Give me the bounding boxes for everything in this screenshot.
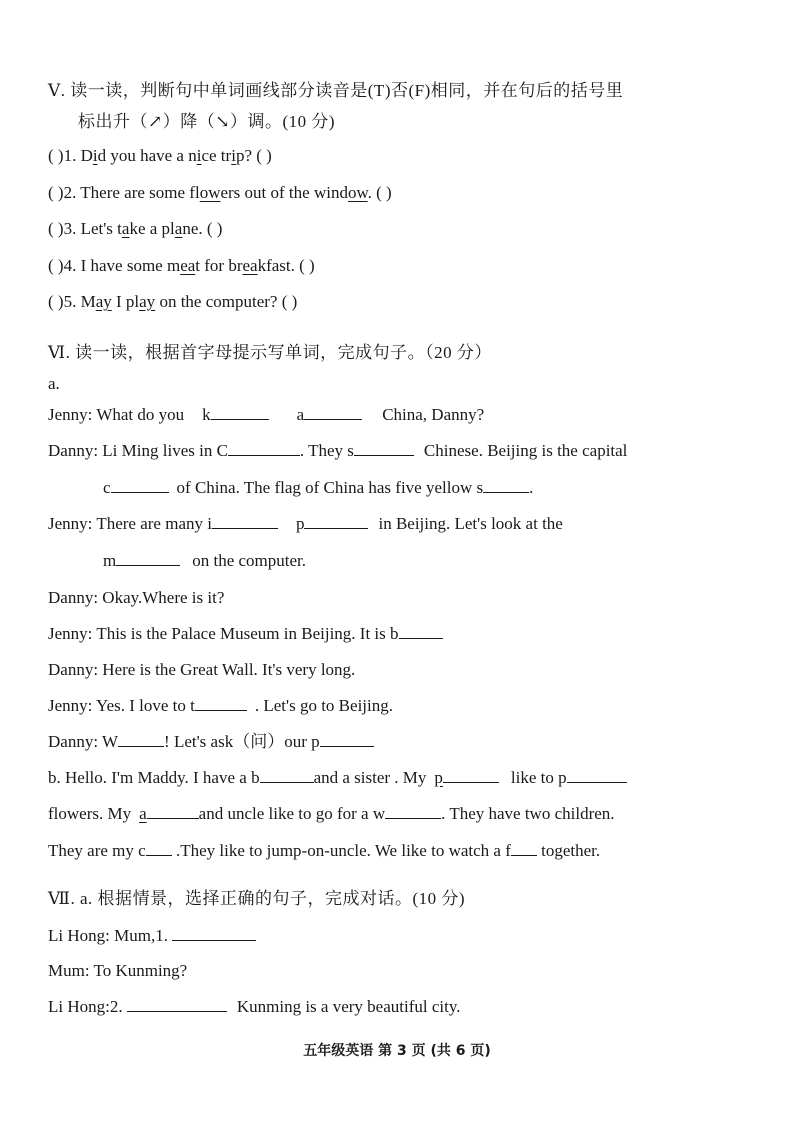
section5-item-4: ( )4. I have some meat for breakfast. ( ): [48, 256, 315, 275]
section5-item-2: ( )2. There are some flowers out of the window. ( ): [48, 183, 392, 202]
section7-line-3: Li Hong:2. Kunming is a very beautiful city.: [48, 997, 461, 1016]
dialog-line-1: Jenny: What do you k a China, Danny?: [48, 405, 485, 424]
passage-b-line-3: They are my c .They like to jump-on-uncle. We like to watch a f together.: [48, 841, 601, 860]
section5-item-1: ( )1. Did you have a nice trip? ( ): [48, 146, 272, 165]
section5-item-5: ( )5. May I play on the computer? ( ): [48, 292, 298, 311]
section6-title: Ⅵ. 读一读，根据首字母提示写单词，完成句子。（20 分）: [48, 343, 492, 362]
dialog-line-10: Danny: W ! Let's ask（问）our p: [48, 731, 374, 753]
dialog-line-7: Jenny: This is the Palace Museum in Beijing. It is b: [48, 623, 443, 645]
section5-title-line2: 标出升（↗）降（↘）调。(10 分): [78, 112, 336, 131]
dialog-line-4: Jenny: There are many i p in Beijing. Let's look at the: [48, 514, 563, 533]
section7-title: Ⅶ. a. 根据情景，选择正确的句子，完成对话。(10 分): [48, 889, 466, 908]
page-footer: 五年级英语 第 3 页 (共 6 页): [303, 1043, 491, 1059]
dialog-line-2: Danny: Li Ming lives in C . They s Chinese. Beijing is the capital: [48, 441, 628, 460]
dialog-line-9: Jenny: Yes. I love to t . Let's go to Beijing.: [48, 696, 393, 715]
section5-item-3: ( )3. Let's take a plane. ( ): [48, 219, 223, 238]
passage-b-line-2: flowers. My a and uncle like to go for a w . They have two children.: [48, 804, 615, 823]
section7-line-2: Mum: To Kunming?: [48, 961, 188, 980]
passage-b-line-1: b. Hello. I'm Maddy. I have a b and a sister . My p like to p: [48, 767, 627, 789]
section7-line-1: Li Hong: Mum,1.: [48, 925, 256, 947]
section5-title-line1: Ⅴ. 读一读，判断句中单词画线部分读音是(T)否(F)相同，并在句后的括号里: [48, 81, 624, 100]
dialog-line-6: Danny: Okay.Where is it?: [48, 588, 225, 607]
section6-a-label: a.: [48, 374, 60, 393]
dialog-line-8: Danny: Here is the Great Wall. It's very long.: [48, 660, 356, 679]
dialog-line-3: c of China. The flag of China has five yellow s .: [103, 478, 534, 497]
dialog-line-5: m on the computer.: [103, 551, 307, 570]
